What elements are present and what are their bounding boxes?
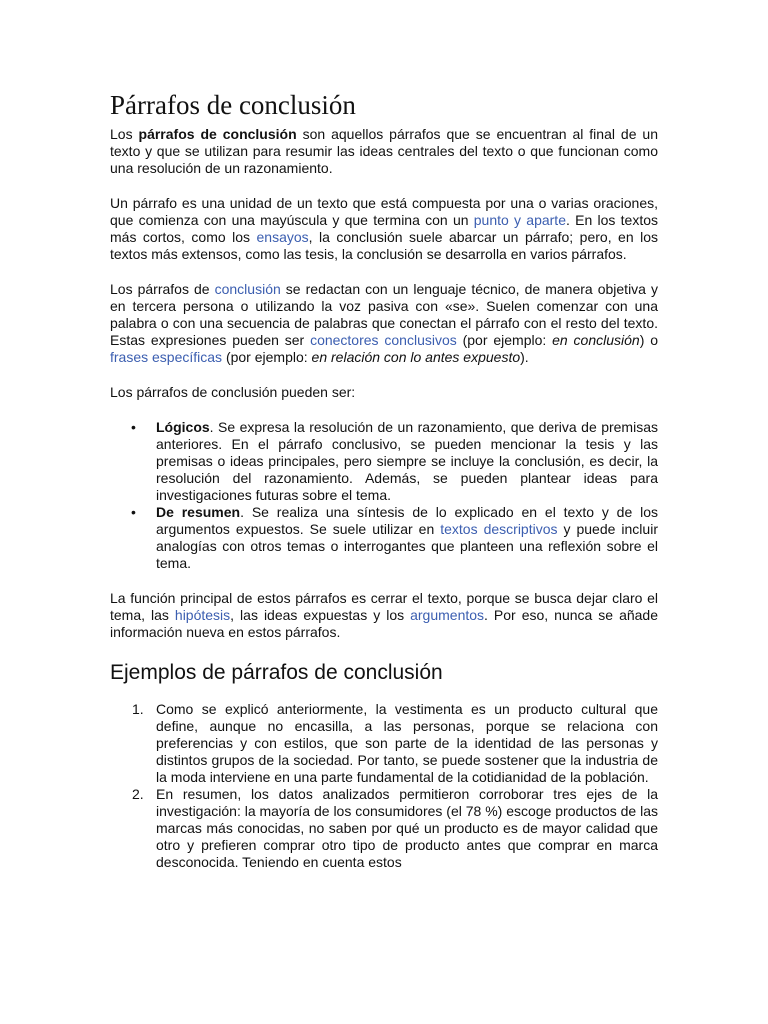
text-run: Un párrafo es una unidad de un texto que está compuesta por una o varias oraciones, que comienza con una mayúscula y que termina con un (110, 195, 658, 228)
bold-term: De resumen (156, 504, 241, 520)
page-title: Párrafos de conclusión (110, 90, 356, 120)
example-text: Como se explicó anteriormente, la vestimenta es un producto cultural que define, aunque no encasilla, a las personas, porque se relaciona con preferencias y con estilos, que son parte de la identidad de las personas y distintos grupos de la sociedad. Por tanto, se puede sostener que la industria de la moda interviene en una parte fundamental de la cotidianidad de la población. (156, 701, 658, 785)
link-textos-descriptivos[interactable]: textos descriptivos (440, 521, 558, 537)
link-conectores-conclusivos[interactable]: conectores conclusivos (310, 332, 457, 348)
list-item (110, 419, 658, 504)
text-run: . En los textos más cortos, como los (110, 212, 658, 245)
link-ensayos[interactable]: ensayos (256, 229, 309, 245)
types-list (110, 419, 658, 572)
paragraph-definition (110, 195, 658, 263)
bullet-icon: • (131, 504, 136, 520)
text-run: , las ideas expuestas y los (230, 607, 411, 623)
text-run: La función principal de estos párrafos es cerrar el texto, porque se busca dejar claro el tema, las (110, 590, 658, 623)
examples-list (110, 701, 658, 871)
document-page (110, 88, 658, 871)
link-argumentos[interactable]: argumentos (410, 607, 485, 623)
link-punto-y-aparte[interactable]: punto y aparte (473, 212, 566, 228)
text-run: . Se realiza una síntesis de lo explicado en el texto y de los argumentos expuestos. Se suele utilizar en (156, 504, 658, 537)
example-text: En resumen, los datos analizados permitieron corroborar tres ejes de la investigación: la mayoría de los consumidores (el 78 %) escoge productos de las marcas más conocidas, no saben por qué un producto es de mayor calidad que otro y prefieren comprar otro tipo de producto antes que comprar en marca desconocida. Teniendo en cuenta estos (156, 786, 658, 870)
paragraph-style (110, 281, 658, 366)
paragraph-types-intro: Los párrafos de conclusión pueden ser: (110, 384, 356, 400)
text-run: (por ejemplo: (456, 332, 553, 348)
list-number: 2. (132, 786, 144, 802)
link-frases-especificas[interactable]: frases específicas (110, 349, 223, 365)
text-run: y puede incluir analogías con otros temas o interrogantes que planteen una reflexión sobre el tema. (156, 521, 658, 571)
bold-term: párrafos de conclusión (138, 126, 297, 142)
italic-example: en conclusión (552, 332, 640, 348)
list-item (110, 786, 658, 871)
list-item (110, 701, 658, 786)
text-run: son aquellos párrafos que se encuentran al final de un texto y que se utilizan para resumir las ideas centrales del texto o que funcionan como una resolución de un razonamiento. (110, 126, 658, 176)
link-hipotesis[interactable]: hipótesis (174, 607, 231, 623)
section-heading-examples: Ejemplos de párrafos de conclusión (110, 661, 443, 684)
text-run: ). (520, 349, 529, 365)
text-run: Los (110, 126, 139, 142)
paragraph-function (110, 590, 658, 641)
italic-example: en relación con lo antes expuesto (311, 349, 521, 365)
paragraph-intro (110, 126, 658, 177)
list-item (110, 504, 658, 572)
text-run: ) o (639, 332, 658, 348)
bold-term: Lógicos (156, 419, 210, 435)
text-run: . Se expresa la resolución de un razonamiento, que deriva de premisas anteriores. En el párrafo conclusivo, se pueden mencionar la tesis y las premisas o ideas principales, pero siempre se incluye la conclusión, es decir, la resolución del razonamiento. Además, se pueden plantear ideas para investigaciones futuras sobre el tema. (156, 419, 658, 503)
text-run: se redactan con un lenguaje técnico, de manera objetiva y en tercera persona o utilizando la voz pasiva con «se». Suelen comenzar con una palabra o con una secuencia de palabras que conectan el párrafo con el resto del texto. Estas expresiones pueden ser (110, 281, 658, 348)
text-run: (por ejemplo: (222, 349, 312, 365)
text-run: , la conclusión suele abarcar un párrafo; pero, en los textos más extensos, como las tesis, la conclusión se desarrolla en varios párrafos. (110, 229, 658, 262)
bullet-icon: • (131, 419, 136, 435)
link-conclusion[interactable]: conclusión (214, 281, 281, 297)
list-number: 1. (132, 701, 144, 717)
text-run: Los párrafos de (110, 281, 215, 297)
text-run: . Por eso, nunca se añade información nueva en estos párrafos. (110, 607, 659, 640)
